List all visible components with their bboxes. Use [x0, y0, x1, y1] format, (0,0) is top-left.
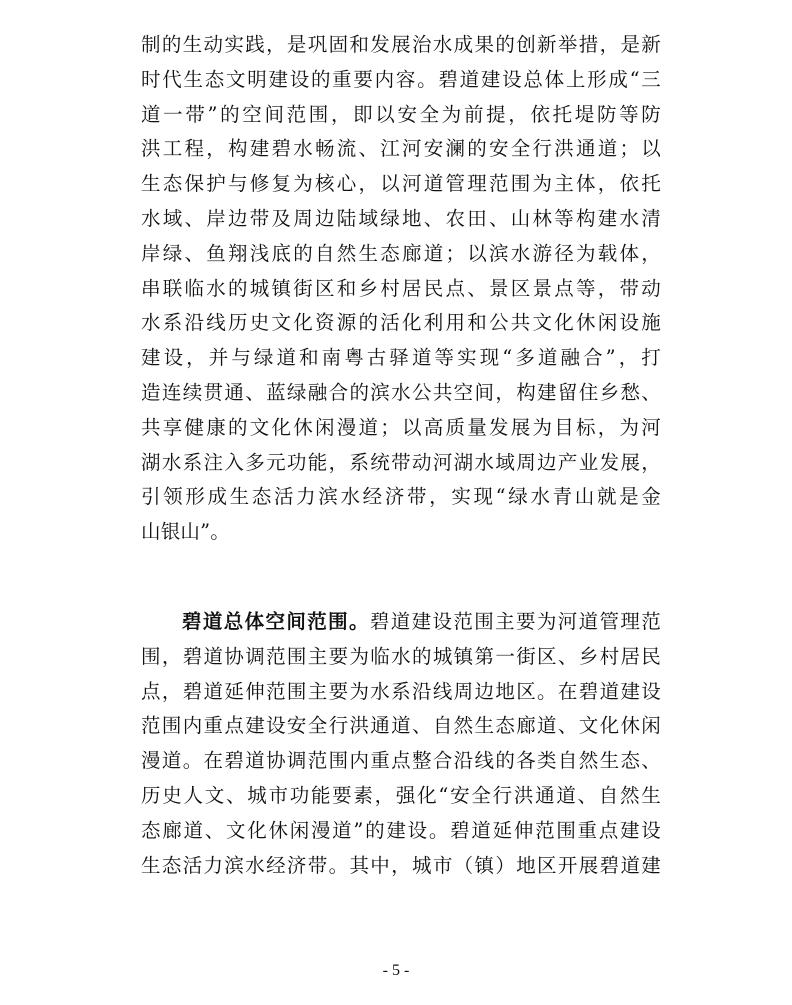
inline-heading: 碧道总体空间范围。 [182, 610, 370, 633]
text-line: 范围内重点建设安全行洪通道、自然生态廊道、文化休闲 [141, 714, 661, 738]
text-line: 围，碧道协调范围主要为临水的城镇第一街区、乡村居民 [141, 644, 661, 668]
text-line: 水域、岸边带及周边陆域绿地、农田、山林等构建水清 [141, 206, 661, 230]
inline-text: 碧道建设范围主要为河道管理范 [369, 610, 661, 633]
text-line: 生态活力滨水经济带。其中，城市（镇）地区开展碧道建 [141, 853, 661, 877]
text-line: 造连续贯通、蓝绿融合的滨水公共空间，构建留住乡愁、 [141, 380, 661, 404]
body-paragraph-1 [141, 28, 661, 550]
text-line: 历史人文、城市功能要素，强化“安全行洪通道、自然生 [141, 783, 661, 807]
text-line: 引领形成生态活力滨水经济带，实现“绿水青山就是金 [141, 485, 661, 509]
text-line: 共享健康的文化休闲漫道；以高质量发展为目标，为河 [141, 415, 661, 439]
text-line: 漫道。在碧道协调范围内重点整合沿线的各类自然生态、 [141, 749, 661, 773]
text-line: 态廊道、文化休闲漫道”的建设。碧道延伸范围重点建设 [141, 818, 661, 842]
text-line: 串联临水的城镇街区和乡村居民点、景区景点等，带动 [141, 276, 661, 300]
text-line: 点，碧道延伸范围主要为水系沿线周边地区。在碧道建设 [141, 679, 661, 703]
text-line: 岸绿、鱼翔浅底的自然生态廊道；以滨水游径为载体， [141, 241, 661, 265]
text-line: 山银山”。 [141, 520, 230, 544]
text-line-first [141, 605, 661, 640]
text-line: 时代生态文明建设的重要内容。碧道建设总体上形成“三 [141, 67, 661, 91]
text-line: 洪工程，构建碧水畅流、江河安澜的安全行洪通道；以 [141, 137, 661, 161]
page-number: - 5 - [382, 962, 410, 979]
text-line: 建设，并与绿道和南粤古驿道等实现“多道融合”，打 [141, 346, 661, 370]
text-line: 制的生动实践，是巩固和发展治水成果的创新举措，是新 [141, 33, 661, 56]
text-line: 湖水系注入多元功能，系统带动河湖水域周边产业发展， [141, 450, 661, 474]
body-paragraph-2 [141, 605, 661, 883]
text-line: 生态保护与修复为核心，以河道管理范围为主体，依托 [141, 172, 661, 196]
text-line: 道一带”的空间范围，即以安全为前提，依托堤防等防 [141, 102, 661, 126]
text-line: 水系沿线历史文化资源的活化利用和公共文化休闲设施 [141, 311, 661, 335]
